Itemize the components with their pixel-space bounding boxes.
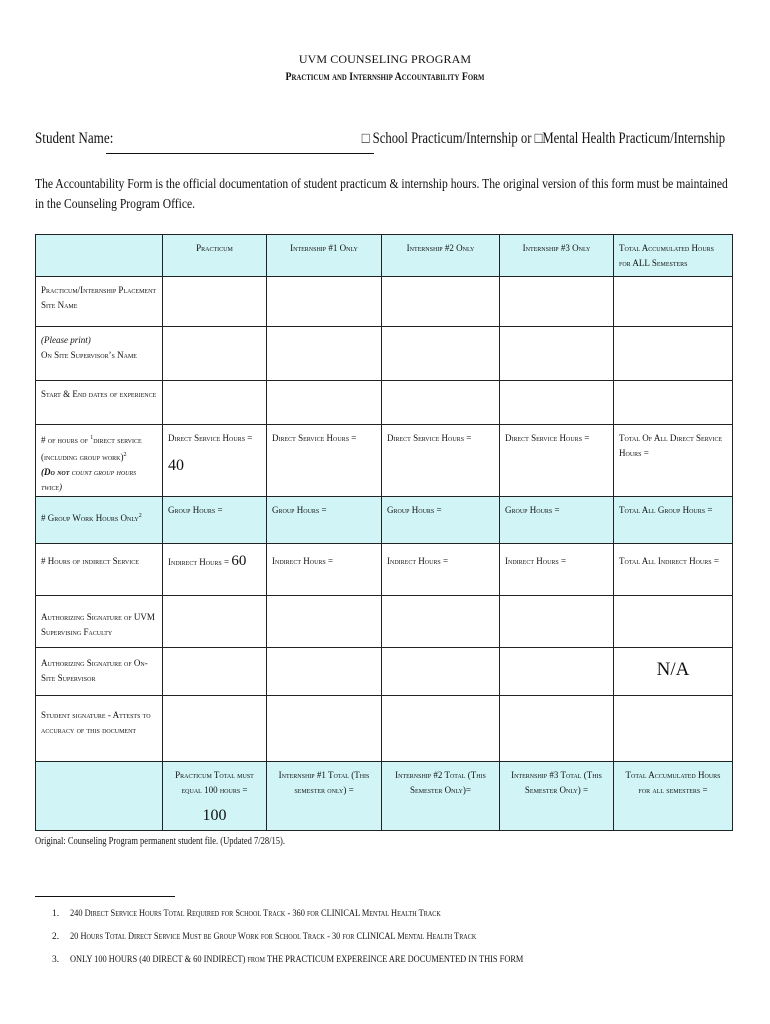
site-int1-cell[interactable]	[267, 277, 382, 327]
totals-blank-cell	[36, 762, 163, 831]
header-blank-cell	[36, 235, 163, 277]
direct-int1-cell[interactable]: Direct Service Hours =	[267, 425, 382, 497]
direct-int2-cell[interactable]: Direct Service Hours =	[382, 425, 500, 497]
direct-practicum-cell[interactable]	[163, 425, 267, 497]
footnote-item	[52, 906, 692, 929]
row-label-site: Practicum/Internship Placement Site Name	[36, 277, 163, 327]
int2-total-cell[interactable]: Internship #2 Total (This Semester Only)=	[382, 762, 500, 831]
track-choice-checkboxes[interactable]: □ School Practicum/Internship or □Mental Health Practicum/Internship	[361, 130, 725, 147]
direct-practicum-value: 40	[168, 457, 184, 474]
table-row	[36, 381, 733, 425]
footnote-text: 20 Hours Total Direct Service Must be Group Work for School Track - 30 for CLINICAL Mental Health Track	[70, 932, 477, 942]
table-row	[36, 696, 733, 762]
table-row	[36, 425, 733, 497]
dates-int2-cell[interactable]	[382, 381, 500, 425]
direct-label-part-b: direct service (including group work)	[41, 435, 142, 462]
practicum-total-value: 100	[202, 807, 227, 824]
group-practicum-cell[interactable]: Group Hours =	[163, 497, 267, 544]
table-header-row	[36, 235, 733, 277]
supervisor-int3-cell[interactable]	[500, 327, 614, 381]
direct-total-cell[interactable]: Total Of All Direct Service Hours =	[614, 425, 733, 497]
uvm-sig-practicum-cell[interactable]	[163, 596, 267, 648]
group-int1-cell[interactable]: Group Hours =	[267, 497, 382, 544]
supervisor-practicum-cell[interactable]	[163, 327, 267, 381]
dates-int1-cell[interactable]	[267, 381, 382, 425]
student-sig-total-cell[interactable]	[614, 696, 733, 762]
table-row	[36, 544, 733, 596]
footnote-text: ONLY 100 HOURS (40 DIRECT & 60 INDIRECT) from THE PRACTICUM EXPEREINCE ARE DOCUMENTED IN THIS FORM	[70, 955, 524, 965]
uvm-sig-int1-cell[interactable]	[267, 596, 382, 648]
footnote-number: 2.	[52, 932, 60, 942]
col-header-internship-2: Internship #2 Only	[382, 235, 500, 277]
col-header-practicum: Practicum	[163, 235, 267, 277]
student-name-label: Student Name:	[35, 130, 114, 147]
supervisor-int1-cell[interactable]	[267, 327, 382, 381]
table-row	[36, 596, 733, 648]
indirect-practicum-label: Indirect Hours =	[168, 557, 230, 567]
group-total-cell[interactable]: Total All Group Hours =	[614, 497, 733, 544]
footnote-text: 240 Direct Service Hours Total Required for School Track - 360 for CLINICAL Mental Health Track	[70, 909, 441, 919]
supervisor-print-note: (Please print)	[41, 335, 91, 345]
footnote-item	[52, 952, 692, 975]
direct-label-part-a: # of hours of	[41, 435, 91, 445]
all-total-cell[interactable]: Total Accumulated Hours for all semesters =	[614, 762, 733, 831]
totals-row	[36, 762, 733, 831]
original-note: Original: Counseling Program permanent student file. (Updated 7/28/15).	[35, 836, 285, 847]
group-label-text: # Group Work Hours Only	[41, 513, 139, 523]
intro-text: The Accountability Form is the official documentation of student practicum & internship hours. The original version of this form must be maintained in the Counseling Program Office.	[35, 176, 728, 211]
student-sig-int2-cell[interactable]	[382, 696, 500, 762]
student-sig-practicum-cell[interactable]	[163, 696, 267, 762]
student-name-field[interactable]	[106, 153, 374, 154]
row-label-supervisor	[36, 327, 163, 381]
indirect-total-cell[interactable]: Total All Indirect Hours =	[614, 544, 733, 596]
uvm-sig-int3-cell[interactable]	[500, 596, 614, 648]
footnote-ref-2b: 2	[138, 513, 142, 519]
group-int3-cell[interactable]: Group Hours =	[500, 497, 614, 544]
student-row	[35, 130, 725, 158]
indirect-int1-cell[interactable]: Indirect Hours =	[267, 544, 382, 596]
uvm-sig-total-cell[interactable]	[614, 596, 733, 648]
dates-int3-cell[interactable]	[500, 381, 614, 425]
supervisor-total-cell[interactable]	[614, 327, 733, 381]
footnote-item	[52, 929, 692, 952]
indirect-practicum-cell[interactable]	[163, 544, 267, 596]
dates-total-cell[interactable]	[614, 381, 733, 425]
row-label-group	[36, 497, 163, 544]
site-sig-total-na: N/A	[656, 659, 690, 680]
practicum-total-label: Practicum Total must equal 100 hours =	[175, 770, 254, 795]
student-sig-int1-cell[interactable]	[267, 696, 382, 762]
table-row	[36, 497, 733, 544]
footnotes-list	[52, 906, 692, 975]
accountability-table	[35, 234, 733, 831]
row-label-indirect: # Hours of indirect Service	[36, 544, 163, 596]
row-label-student-signature: Student signature - Attests to accuracy of this document	[36, 696, 163, 762]
footnote-ref-2: 2	[123, 452, 127, 458]
site-sig-int3-cell[interactable]	[500, 648, 614, 696]
uvm-sig-int2-cell[interactable]	[382, 596, 500, 648]
footnote-number: 3.	[52, 955, 60, 965]
dates-practicum-cell[interactable]	[163, 381, 267, 425]
student-sig-int3-cell[interactable]	[500, 696, 614, 762]
row-label-site-signature: Authorizing Signature of On-Site Supervisor	[36, 648, 163, 696]
form-header	[0, 52, 770, 83]
int1-total-cell[interactable]: Internship #1 Total (This semester only) =	[267, 762, 382, 831]
form-title: Practicum and Internship Accountability Form	[285, 71, 485, 83]
direct-practicum-label: Direct Service Hours =	[168, 433, 253, 443]
table-row	[36, 277, 733, 327]
footnote-ref-1: 1	[90, 435, 94, 441]
site-practicum-cell[interactable]	[163, 277, 267, 327]
group-int2-cell[interactable]: Group Hours =	[382, 497, 500, 544]
row-label-direct	[36, 425, 163, 497]
site-int3-cell[interactable]	[500, 277, 614, 327]
direct-int3-cell[interactable]: Direct Service Hours =	[500, 425, 614, 497]
supervisor-label: On Site Supervisor’s Name	[41, 350, 137, 360]
footnote-number: 1.	[52, 909, 60, 919]
int3-total-cell[interactable]: Internship #3 Total (This Semester Only) =	[500, 762, 614, 831]
row-label-uvm-signature: Authorizing Signature of UVM Supervising Faculty	[36, 596, 163, 648]
site-sig-total-cell	[614, 648, 733, 696]
practicum-total-cell[interactable]	[163, 762, 267, 831]
indirect-int2-cell[interactable]: Indirect Hours =	[382, 544, 500, 596]
direct-label-do-not: (Do not	[41, 467, 70, 477]
program-name: UVM COUNSELING PROGRAM	[298, 52, 472, 66]
col-header-internship-1: Internship #1 Only	[267, 235, 382, 277]
site-int2-cell[interactable]	[382, 277, 500, 327]
col-header-total: Total Accumulated Hours for ALL Semesters	[614, 235, 733, 277]
row-label-dates: Start & End dates of experience	[36, 381, 163, 425]
indirect-practicum-value: 60	[231, 553, 247, 569]
direct-label-part-d: count group hours twice)	[41, 467, 137, 492]
supervisor-int2-cell[interactable]	[382, 327, 500, 381]
footnote-divider	[35, 896, 175, 897]
table-row	[36, 648, 733, 696]
table-row	[36, 327, 733, 381]
site-total-cell[interactable]	[614, 277, 733, 327]
site-sig-int2-cell[interactable]	[382, 648, 500, 696]
col-header-internship-3: Internship #3 Only	[500, 235, 614, 277]
indirect-int3-cell[interactable]: Indirect Hours =	[500, 544, 614, 596]
site-sig-practicum-cell[interactable]	[163, 648, 267, 696]
site-sig-int1-cell[interactable]	[267, 648, 382, 696]
